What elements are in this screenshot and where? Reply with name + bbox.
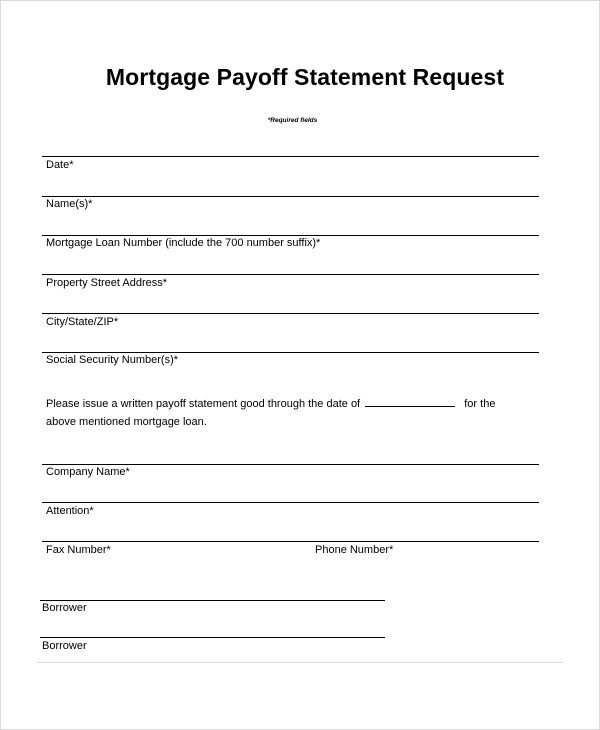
fax-label: Fax Number* bbox=[46, 544, 111, 556]
names-line[interactable] bbox=[42, 196, 539, 197]
date-line[interactable] bbox=[42, 156, 539, 157]
loan-number-label: Mortgage Loan Number (include the 700 number suffix)* bbox=[46, 237, 321, 249]
required-fields-note: *Required fields bbox=[267, 117, 318, 124]
borrower-1-label: Borrower bbox=[42, 602, 87, 614]
fax-phone-line[interactable] bbox=[42, 541, 539, 542]
company-label: Company Name* bbox=[46, 466, 130, 478]
payoff-request-line-1 bbox=[46, 396, 495, 410]
payoff-request-text-after: for the bbox=[464, 398, 496, 410]
names-label: Name(s)* bbox=[46, 198, 93, 210]
attention-label: Attention* bbox=[46, 505, 94, 517]
loan-number-line[interactable] bbox=[42, 235, 539, 236]
phone-label: Phone Number* bbox=[315, 544, 394, 556]
page-title: Mortgage Payoff Statement Request bbox=[105, 64, 505, 90]
ssn-line[interactable] bbox=[42, 352, 539, 353]
payoff-request-text-before: Please issue a written payoff statement good through the date of bbox=[46, 398, 361, 410]
city-state-zip-line[interactable] bbox=[42, 313, 539, 314]
footer-divider bbox=[36, 662, 564, 663]
attention-line[interactable] bbox=[42, 502, 539, 503]
borrower-2-signature-line[interactable] bbox=[40, 637, 385, 638]
ssn-label: Social Security Number(s)* bbox=[46, 354, 179, 366]
payoff-request-line-2: above mentioned mortgage loan. bbox=[46, 416, 207, 428]
street-address-line[interactable] bbox=[42, 274, 539, 275]
borrower-2-label: Borrower bbox=[42, 640, 87, 652]
street-address-label: Property Street Address* bbox=[46, 277, 168, 289]
company-line[interactable] bbox=[42, 464, 539, 465]
date-label: Date* bbox=[46, 159, 74, 171]
city-state-zip-label: City/State/ZIP* bbox=[46, 316, 119, 328]
payoff-date-blank[interactable] bbox=[365, 396, 455, 407]
borrower-1-signature-line[interactable] bbox=[40, 600, 385, 601]
